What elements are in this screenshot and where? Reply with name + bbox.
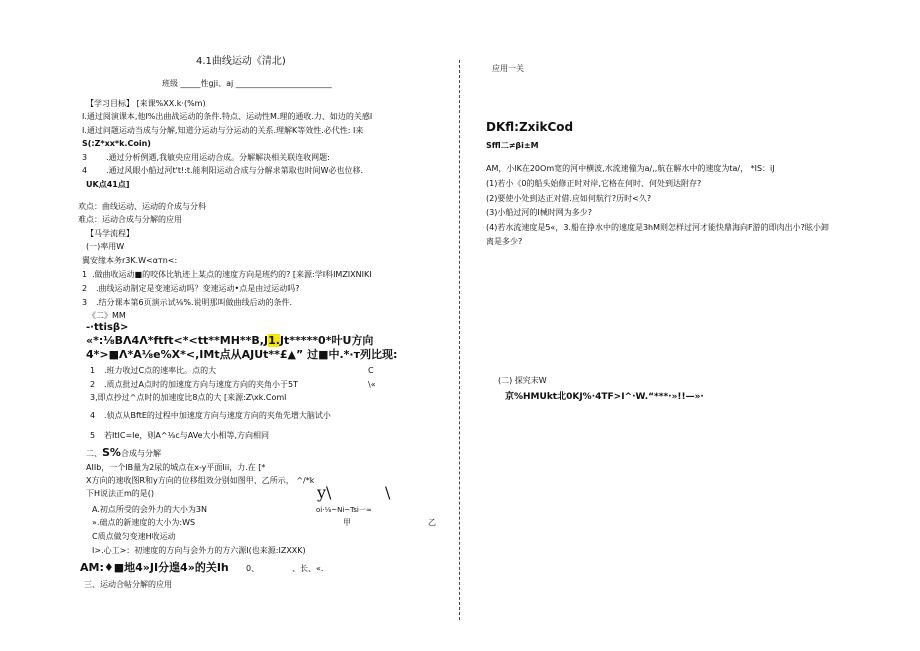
- highlighted-text: 1.: [268, 334, 280, 347]
- point-1-number: 1: [90, 366, 96, 375]
- point-3: 3,即点抄过^点时的加速度比8点的大 [来源:Z\xk.Coml: [90, 393, 287, 402]
- goals-header: 【学习目标】 [来课%XX.k·(%m): [86, 99, 206, 108]
- point-2-option: \«: [368, 380, 376, 389]
- section-two-header: 《二》MM: [88, 311, 126, 320]
- option-b: ».础点的新速度的大小为:WS: [92, 518, 196, 527]
- question-2: .曲线运动制定是变速运动吗？变速运动•点是由过运动吗?: [96, 284, 300, 293]
- option-a: A.初点所受的会外力的大小为3N: [92, 505, 207, 514]
- option-c: C质点做匀变速H收运动: [92, 532, 176, 541]
- section-explore-header: (二) 探究末W: [498, 376, 547, 385]
- river-question-4-continued: 离是多少?: [486, 237, 523, 246]
- question-2-number: 2: [82, 284, 88, 293]
- application-subheading: Sffl二≠βi±M: [486, 141, 539, 150]
- garbled-line-1: «*:⅛BΛ4Λ*ftft<*<tt**MH**B,J1.Jt*****0*叶U方向: [86, 334, 374, 347]
- river-question-3: (3)小船过河的I械时网为多少?: [486, 208, 592, 217]
- point-4-number: 4: [90, 411, 96, 420]
- question-1: .做曲收运动■的咬体比轨迹上某点的速度方向是班约的? [来源:学I科IMZIXNIKI: [92, 270, 372, 279]
- class-name-line: 班级 _____性gji、aj ________________________: [162, 79, 332, 88]
- flow-header: 【马学流程】: [86, 229, 134, 238]
- river-question-1: (1)若小《0的船头始修正时对岸,它格在何时、何处到达附存?: [486, 179, 702, 188]
- goal-3: I.通过问题运动当成与分解,知道分运动与分运动的关系.理解K等效性.必代性: I来: [82, 126, 364, 135]
- example-line-3: 下H说法正m的是(): [86, 489, 155, 498]
- point-2: .质点批过A点时的加速度方向与速度方向的夹角小于5T: [104, 380, 298, 389]
- river-question-2: (2)要使小处到达正对借.应如何航行?历时<久?: [486, 194, 652, 203]
- goal-5: .通过风眼小船过河t't!:t.能利阳运动合成与分解求第取也时间W必也位移.: [106, 166, 364, 175]
- question-1-number: 1: [82, 270, 88, 279]
- key-point: 欢点：曲线运动、运动的介成与分科: [78, 202, 206, 211]
- page-divider: [459, 60, 460, 620]
- section-two-subheader: -·ttisβ>: [86, 322, 129, 333]
- point-4: .侦点从BftE的过程中加速度方向与速度方向的夹角先增大脑试小: [104, 411, 331, 420]
- goal-3-source: S(:Z*xx*k.Coin): [82, 139, 151, 148]
- goal-6: UK点41点]: [86, 180, 130, 189]
- point-1: .班力收过C点的速率比。点的大: [104, 366, 217, 375]
- option-d: I>.心工>：初速度的方向与会外力的方六源I(也来源:IZXXK): [92, 546, 306, 555]
- river-problem: AM，小lK在20Om宽的河中横波,水流速僮为a∕,,航在解水中的速度为ta/， *IS：iJ: [486, 164, 775, 173]
- garbled-line-3: 京%HMUkt北0KJ%·4TF>I^·W.“***·»!!—»·: [505, 392, 704, 402]
- figure-yi-axis: \: [385, 483, 391, 502]
- application-heading: DKfl:ZxikCod: [486, 120, 574, 134]
- goal-4-number: 3: [82, 153, 88, 162]
- section-four-header: 三、运动合帖分解的应用: [84, 580, 172, 589]
- relation-tail-1: 0、: [246, 564, 260, 573]
- garbled-line-2: 4*>■Λ*A⅛e%X*<,IMt点从AJUt**£▲” 过■中.*·т列比现:: [86, 348, 398, 361]
- goal-4: .通过分析例遇,我敏央应用运动合成。分解解决相关联连收网题:: [106, 153, 330, 162]
- point-5-number: 5: [90, 431, 96, 440]
- question-3-number: 3: [82, 298, 88, 307]
- point-5: 若ItIC=Ie，则A^⅛c与AVe大小相等,方向相同: [104, 431, 270, 440]
- example-line-2: X方向的速收图R和y方向的位移组效分别如图甲、乙所示， ^/*k: [86, 476, 315, 485]
- figure-jia-label: 甲: [343, 518, 351, 527]
- figure-yi-label: 乙: [428, 518, 436, 527]
- example-line-1: AIIb，一个IB量为2尿的城点在x-y平面Iii，力.在 [*: [86, 463, 266, 472]
- application-label: 应用一关: [492, 64, 524, 73]
- relation-tail-2: 、长、«.: [292, 564, 324, 573]
- difficulty-point: 难点：运动合成与分解的应用: [78, 215, 182, 224]
- goal-1: I.通过阅演课本,他I%出曲战运动的条件.特点、运动性M.理的通收.力、如边的关感I: [82, 112, 373, 121]
- figure-jia-y-axis: y\: [317, 483, 332, 502]
- section-three-header: 二、S%合成与分解: [86, 446, 161, 459]
- point-2-number: 2: [90, 380, 96, 389]
- point-1-option: C: [368, 366, 374, 375]
- question-3: .结分课本第6页演示试⅛%.说明那叫做曲线后动的条件.: [96, 298, 293, 307]
- page-title: 4.1曲线运动《清北): [196, 56, 286, 67]
- river-question-4: (4)若水流速度是5«，3.船在挣水中的速度是3hM则怎样过河才能快鼎海向F游的即肉出小?眩小卸: [486, 223, 829, 232]
- preview-instruction: 翼安缘本务r3K.W<αтn<:: [82, 256, 178, 265]
- section-preview: (一)率用W: [86, 242, 125, 251]
- relation-heading: AM:♦■地4»JI分遑4»的关Ih: [80, 561, 229, 574]
- goal-5-number: 4: [82, 166, 88, 175]
- figure-axis-labels: oi·⅛~Ni~Tsi一≈: [316, 506, 372, 514]
